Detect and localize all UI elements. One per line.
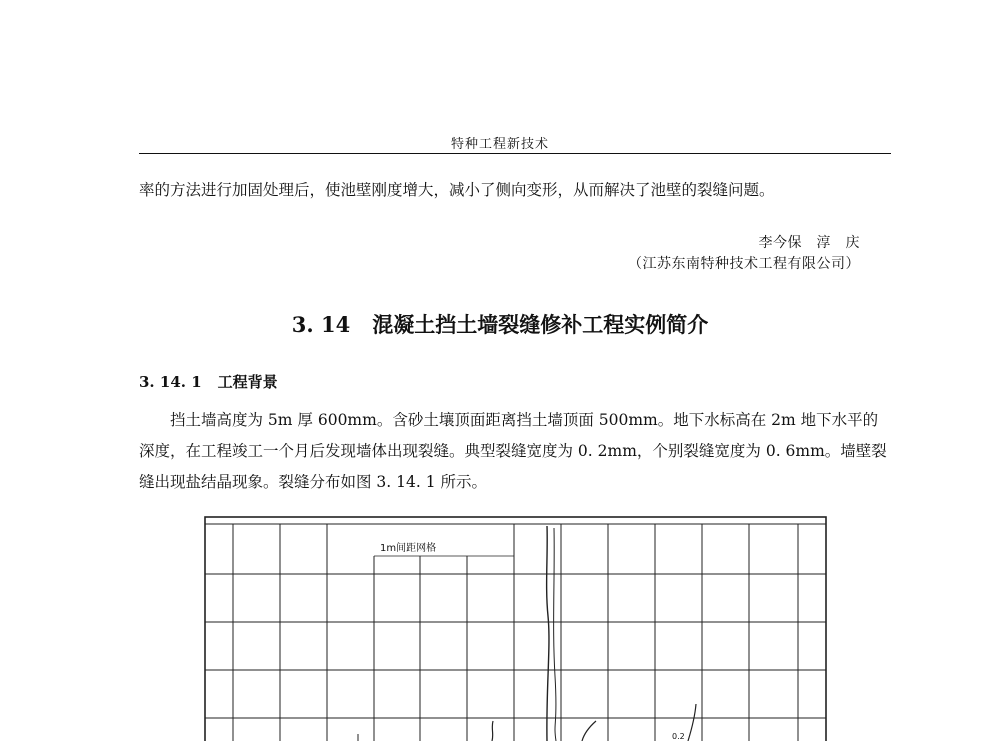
author-affiliation: （江苏东南特种技术工程有限公司） (628, 256, 860, 272)
body-paragraph: 挡土墙高度为 5m 厚 600mm。含砂土壤顶面距离挡土墙顶面 500mm。地下水标高在 2m 地下水平的深度，在工程竣工一个月后发现墙体出现裂缝。典型裂缝宽度为 0. 2mm，个别裂缝宽度为 0. 6mm。墙壁裂缝出现盐结晶现象。裂缝分布如图 3. 14. 1 所示。 (139, 411, 887, 491)
subsection-number: 3. 14. 1 (139, 373, 202, 391)
running-head: 特种工程新技术 (450, 137, 549, 152)
section-title-text: 混凝土挡土墙裂缝修补工程实例简介 (372, 313, 709, 337)
section-title (0, 309, 1000, 339)
figure-frame (205, 517, 826, 741)
crack-line-5 (688, 704, 696, 741)
crack-line-3 (492, 721, 493, 741)
author-block (628, 233, 860, 275)
intro-paragraph: 率的方法进行加固处理后，使池壁刚度增大，减小了侧向变形，从而解决了池壁的裂缝问题。 (139, 181, 775, 199)
author-names: 李今保 淳 庆 (758, 235, 860, 251)
grid-figure-svg (204, 516, 829, 741)
crack-line-1 (547, 526, 549, 741)
crack-distribution-figure (204, 516, 829, 745)
grid-spacing-label: 1m间距网格 (380, 543, 437, 554)
subsection-heading (139, 371, 278, 392)
crack-width-annotation: 0.2 (672, 732, 685, 741)
crack-line-4 (582, 721, 596, 741)
section-number: 3. 14 (291, 312, 351, 337)
header-rule (139, 153, 891, 154)
crack-line-2 (554, 528, 556, 741)
subsection-title: 工程背景 (217, 373, 278, 391)
